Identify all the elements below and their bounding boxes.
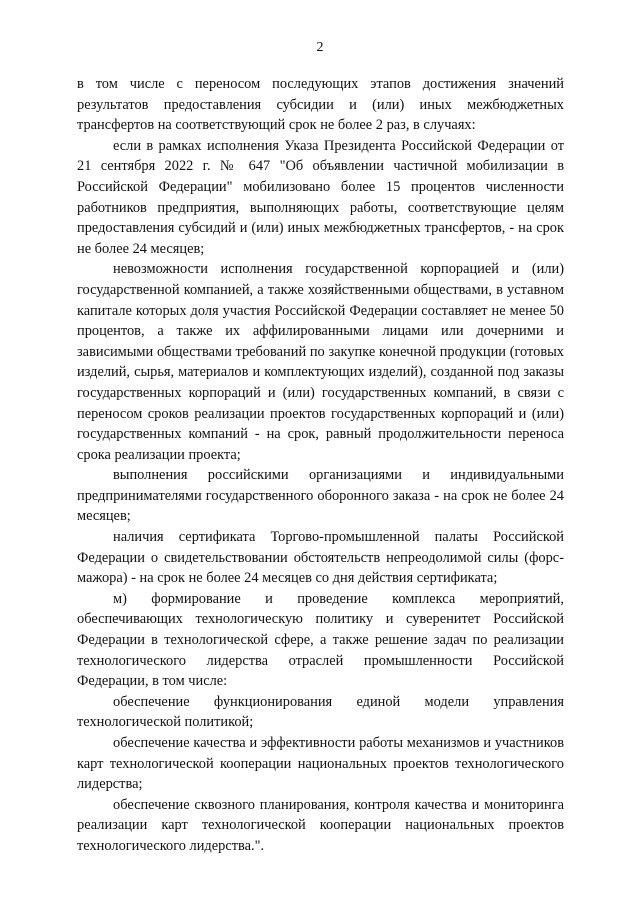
paragraph-item-m: м) формирование и проведение комплекса мероприятий, обеспечивающих технологическую политику и суверенитет Российской Федерации в технологической сфере, а также решение задач по реализации технологического лидерства отраслей промышленности Российской Федерации, в том числе: bbox=[77, 590, 564, 690]
document-body bbox=[77, 74, 564, 857]
paragraph-state-corporation-case: невозможности исполнения государственной корпорацией и (или) государственной компанией, а также хозяйственными обществами, в уставном капитале которых доля участия Российской Федерации составляет не менее 50 процентов, а также их аффилированными лицами или дочерними и зависимыми обществами требований по закупке конечной продукции (готовых изделий, сырья, материалов и комплектующих изделий), созданной под заказы государственных корпораций и (или) государственных компаний, в связи с переносом сроков реализации проектов государственных корпораций и (или) государственных компаний - на срок, равный продолжительности переноса срока реализации проекта; bbox=[77, 261, 564, 463]
paragraph-continuation: в том числе с переносом последующих этапов достижения значений результатов предоставления субсидии и (или) иных межбюджетных трансфертов на соответствующий срок не более 2 раз, в случаях: bbox=[77, 76, 564, 134]
page-number: 2 bbox=[316, 40, 324, 55]
paragraph-quality-efficiency: обеспечение качества и эффективности работы механизмов и участников карт технологической кооперации национальных проектов технологического лидерства; bbox=[77, 735, 564, 793]
paragraph-end-to-end-planning: обеспечение сквозного планирования, контроля качества и мониторинга реализации карт технологической кооперации национальных проектов технологического лидерства.". bbox=[77, 796, 564, 854]
paragraph-defense-order-case: выполнения российскими организациями и индивидуальными предпринимателями государственного оборонного заказа - на срок не более 24 месяцев; bbox=[77, 467, 564, 525]
paragraph-unified-model: обеспечение функционирования единой модели управления технологической политикой; bbox=[77, 693, 564, 731]
paragraph-mobilization-case: если в рамках исполнения Указа Президента Российской Федерации от 21 сентября 2022 г. № 647 "Об объявлении частичной мобилизации в Российской Федерации" мобилизовано более 15 процентов численности работников предприятия, выполняющих работы, соответствующие целям предоставления субсидий и (или) иных межбюджетных трансфертов, - на срок не более 24 месяцев; bbox=[77, 137, 564, 257]
paragraph-force-majeure-case: наличия сертификата Торгово-промышленной палаты Российской Федерации о свидетельствовании обстоятельств непреодолимой силы (форс-мажора) - на срок не более 24 месяцев со дня действия сертификата; bbox=[77, 529, 564, 587]
